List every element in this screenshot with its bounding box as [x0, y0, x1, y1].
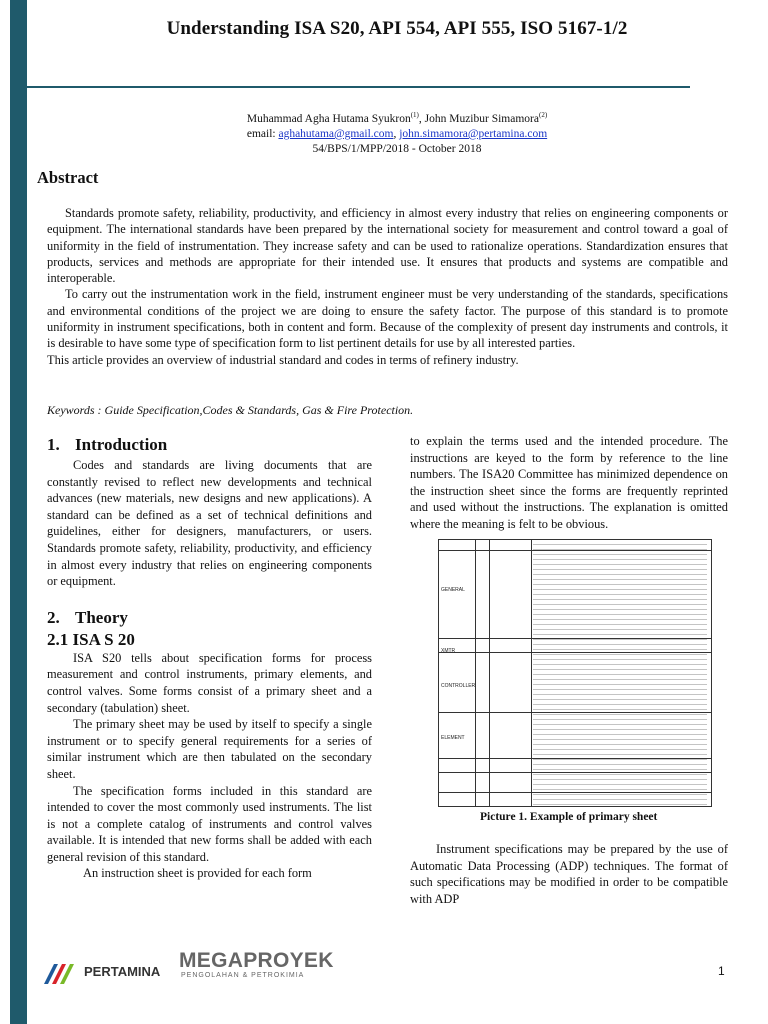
email-link-1[interactable]: aghahutama@gmail.com — [278, 127, 394, 140]
email-link-2[interactable]: john.simamora@pertamina.com — [399, 127, 548, 140]
abstract-paragraph: Standards promote safety, reliability, productivity, and efficiency in almost every industry that relies on engineering components or equipment. The international standards have been prepared by the international society for measurement and control toward a goal of uniformity in the field of instrumentation. They increase safety and can be used to rationalize operations. Standardization ensures that products, services and methods are appropriate for their intended use. It ensures that products and systems are compatible and interoperable. — [47, 206, 728, 286]
subsection-heading: 2.1 ISA S 20 — [47, 629, 135, 649]
primary-sheet-figure — [438, 539, 712, 807]
figure-caption: Picture 1. Example of primary sheet — [480, 810, 658, 823]
author-block — [40, 108, 754, 157]
abstract-paragraph: To carry out the instrumentation work in the field, instrument engineer must be very understanding of the standards, specifications and environmental conditions of the project we are doing to ensure the safety factor. The purpose of this standard is to promote uniformity in instrument specifications, both in content and form. Because of the complexity of present day instruments and controls, it is desirable to have some type of specification form to list pertinent details for use by all interested parties. — [47, 287, 728, 351]
abstract-body — [47, 205, 728, 368]
figure-group-label: CONTROLLER — [441, 682, 476, 689]
body-paragraph: The primary sheet may be used by itself to specify a single instrument or to specify general requirements for a series of similar instrument which are then tabulated on the secondary sheet. — [47, 717, 372, 781]
pertamina-logo: PERTAMINA — [40, 952, 170, 992]
figure-group-label: XMTR — [441, 647, 456, 654]
body-paragraph: Instrument specifications may be prepared by the use of Automatic Data Processing (ADP) techniques. The format of such specifications may be modified in order to be compatible with ADP — [410, 842, 728, 906]
author-names: Muhammad Agha Hutama Syukron$^{(1)}$, John Muzibur Simamora$^{(2)}$ — [246, 111, 548, 125]
page-number: 1 — [718, 964, 725, 978]
body-paragraph: ISA S20 tells about specification forms for process measurement and control instruments, primary elements, and control valves. Some forms consist of a primary sheet and a secondary (tabulation) sheet. — [47, 650, 372, 715]
document-title: Understanding ISA S20, API 554, API 555, ISO 5167-1/2 — [166, 18, 628, 39]
keywords: Keywords : Guide Specification,Codes & Standards, Gas & Fire Protection. — [47, 403, 414, 417]
figure-group-label: GENERAL — [441, 586, 465, 593]
body-paragraph: The specification forms included in this standard are intended to cover the most commonly used instruments. The list is not a complete catalog of instruments and control valves available. It is intended that new forms shall be added with each general revision of this standard. — [47, 783, 372, 864]
section-heading-introduction: 1. Introduction — [47, 435, 168, 454]
body-paragraph: Codes and standards are living documents that are constantly revised to reflect new developments and technical advances (new materials, new designs and new applications). A standard can be defined as a set of technical definitions and guidelines, either for designers, manufacturers, or users. Standards promote safety, reliability, productivity, and efficiency in almost every industry that relies on engineering components or equipment. — [47, 458, 372, 589]
body-paragraph: An instruction sheet is provided for each form — [83, 866, 312, 881]
author-emails: email: aghahutama@gmail.com, john.simamora@pertamina.com — [246, 127, 548, 140]
body-paragraph: to explain the terms used and the intended procedure. The instructions are keyed to the form by reference to the line numbers. The ISA20 Committee has minimized dependence on the instruction sheet since the forms are frequently reprinted and used without the instructions. The explanation is omitted where the meaning is felt to be obvious. — [410, 434, 728, 531]
title-rule — [27, 86, 690, 88]
abstract-heading: Abstract — [37, 168, 99, 187]
pertamina-logo-icon — [40, 956, 80, 986]
figure-group-label: ELEMENT — [441, 734, 465, 741]
document-reference: 54/BPS/1/MPP/2018 - October 2018 — [312, 142, 482, 155]
section-heading-theory: 2. Theory — [47, 607, 128, 627]
megaproyek-logo: MEGAPROYEK PENGOLAHAN & PETROKIMIA — [179, 949, 334, 979]
left-column — [47, 433, 372, 882]
abstract-paragraph: This article provides an overview of industrial standard and codes in terms of refinery industry. — [47, 352, 519, 367]
side-accent-bar — [10, 0, 27, 1024]
right-column — [410, 433, 728, 908]
